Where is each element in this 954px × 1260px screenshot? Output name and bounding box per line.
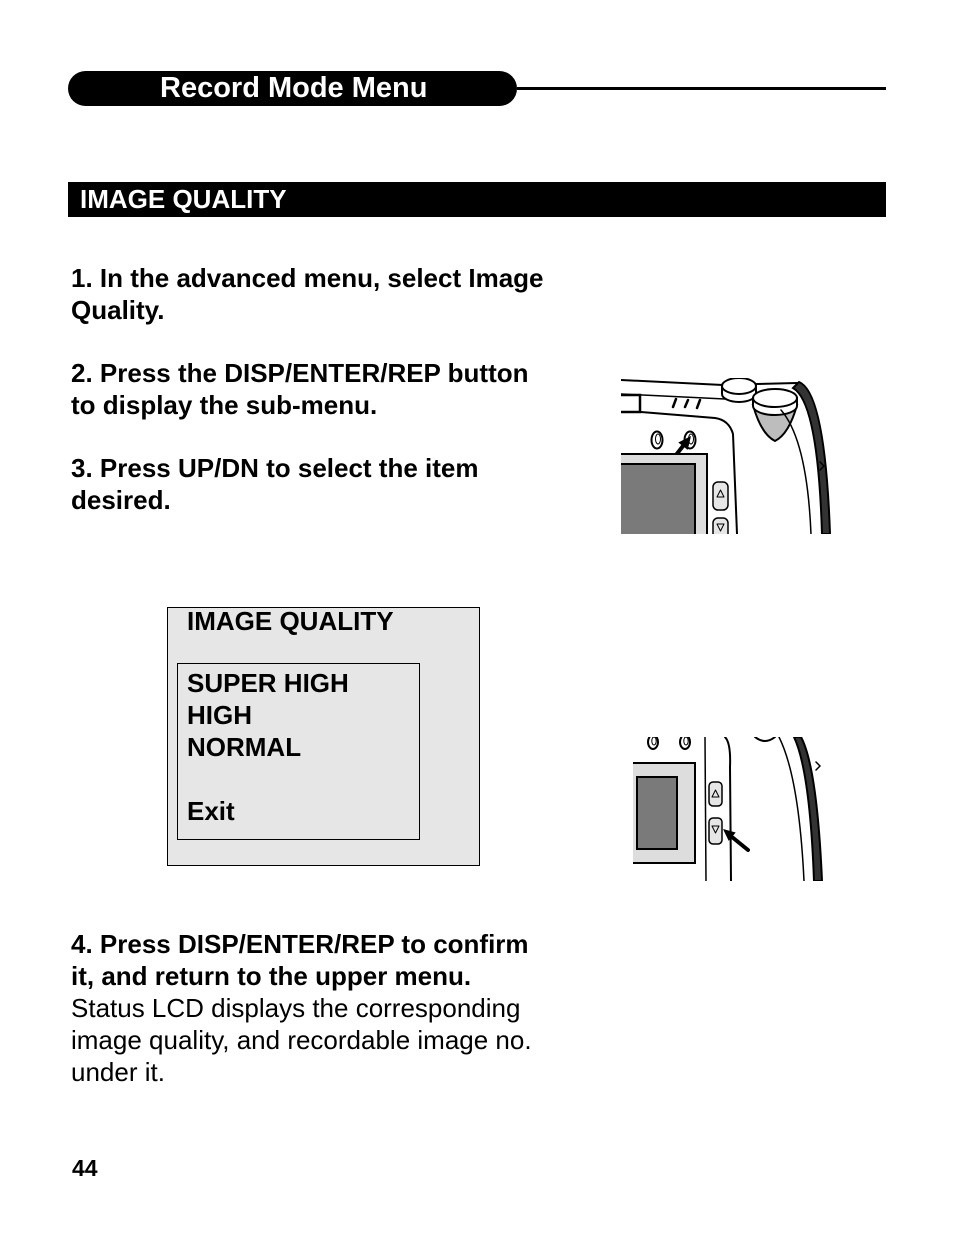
down-button — [713, 518, 728, 534]
menu-item-high: HIGH — [187, 700, 252, 730]
down-button — [709, 818, 722, 844]
step-1: 1. In the advanced menu, select Image Quality. — [71, 263, 544, 325]
dial-bottom — [755, 737, 775, 741]
dial-left — [722, 378, 756, 402]
lcd-screen — [621, 464, 695, 534]
step-2: 2. Press the DISP/ENTER/REP button to display the sub-menu. — [71, 358, 529, 420]
page-title: Record Mode Menu — [160, 72, 428, 104]
lcd-menu-title: IMAGE QUALITY — [187, 606, 394, 636]
camera-illustration-updown-buttons — [633, 737, 823, 881]
shutter-dial — [753, 389, 797, 441]
camera-grip-edge — [793, 382, 830, 534]
lcd-menu — [167, 607, 480, 866]
menu-item-normal: NORMAL — [187, 732, 302, 762]
menu-item-super-high: SUPER HIGH — [187, 668, 349, 698]
camera-illustration-enter-button — [621, 378, 831, 534]
section-title: IMAGE QUALITY — [80, 184, 287, 214]
page-number: 44 — [72, 1155, 98, 1181]
oval-button-left — [648, 737, 658, 749]
step-3: 3. Press UP/DN to select the item desired. — [71, 453, 479, 515]
viewfinder — [621, 395, 640, 412]
step-4-note: Status LCD displays the corresponding image quality, and recordable image no. under it. — [71, 993, 532, 1087]
back-panel-edge — [725, 737, 731, 881]
arrow-icon — [723, 829, 748, 850]
camera-top-edge-right — [756, 383, 797, 384]
section-bar — [68, 182, 886, 217]
up-button — [709, 782, 722, 806]
lcd-menu-options — [177, 663, 420, 840]
strap-notch — [816, 762, 820, 770]
up-button — [713, 482, 728, 510]
oval-button-right — [680, 737, 690, 749]
header-rule — [517, 87, 886, 90]
oval-button-left — [652, 432, 663, 449]
camera-top-edge — [621, 380, 723, 385]
panel-line — [705, 737, 706, 881]
lcd-screen — [637, 777, 677, 849]
step-4: 4. Press DISP/ENTER/REP to confirm it, and return to the upper menu. — [71, 929, 529, 991]
header-pill — [68, 71, 517, 106]
menu-item-exit: Exit — [187, 796, 235, 826]
grip-marks — [673, 399, 700, 408]
